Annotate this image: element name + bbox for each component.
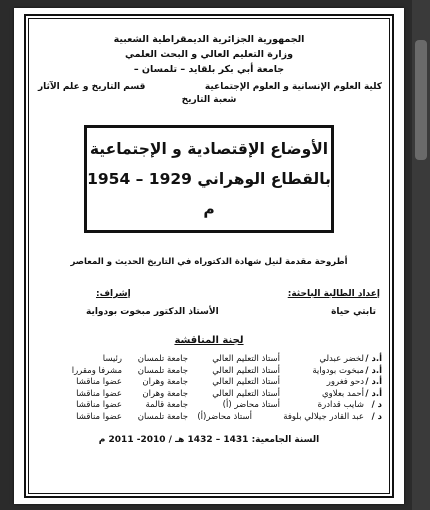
jury-rank: د / <box>371 411 382 422</box>
jury-list <box>36 354 382 423</box>
jury-member-row <box>36 354 382 366</box>
jury-role: مشرفا ومقررا <box>71 365 122 376</box>
student-name: تابتي حياة <box>331 307 376 317</box>
jury-role: عضوا مناقشا <box>76 388 122 399</box>
section-name: شعبة التاريخ <box>181 95 237 105</box>
supervision-names <box>36 307 382 317</box>
academic-year: السنة الجامعية: 1431 – 1432 هـ / 2010- 2011 م <box>98 435 320 445</box>
jury-title-cell: أستاذ محاضر(أ) <box>197 411 252 422</box>
student-label: إعداد الطالبة الباحثة: <box>287 289 380 299</box>
thesis-title-box <box>84 125 334 233</box>
jury-name: مبخوت بودواية <box>312 365 364 376</box>
thesis-title-line-2: بالقطاع الوهراني 1929 – 1954 م <box>87 170 331 218</box>
supervisor-label: إشراف: <box>96 289 131 299</box>
jury-university: جامعة تلمسان <box>137 365 188 376</box>
jury-title-cell: أستاذ التعليم العالي <box>212 365 280 376</box>
jury-role: عضوا مناقشا <box>76 377 122 387</box>
faculty-name: كلية العلوم الإنسانية و العلوم الإجتماعية <box>204 82 382 92</box>
thesis-note: أطروحة مقدمة لنيل شهادة الدكتوراه في التاريخ الحديث و المعاصر <box>70 257 348 267</box>
jury-title-cell: أستاذ محاضر (أ) <box>222 400 280 410</box>
jury-university: جامعة تلمسان <box>137 354 188 364</box>
page-content <box>36 32 382 488</box>
jury-role: رئيسا <box>102 354 122 364</box>
jury-rank: أ.د / <box>365 365 382 376</box>
jury-title-cell: أستاذ التعليم العالي <box>212 388 280 399</box>
ministry-name: وزارة التعليم العالي و البحث العلمي <box>125 49 293 60</box>
jury-title-cell: أستاذ التعليم العالي <box>212 377 280 387</box>
jury-role: عضوا مناقشا <box>76 411 122 422</box>
jury-rank: أ.د / <box>365 354 382 364</box>
vertical-scrollbar[interactable] <box>412 0 430 510</box>
jury-member-row <box>36 400 382 412</box>
jury-title: لجنة المناقشة <box>174 335 244 346</box>
jury-rank: أ.د / <box>365 388 382 399</box>
scrollbar-thumb[interactable] <box>415 40 427 160</box>
supervision-labels <box>36 289 382 299</box>
jury-name: عبد القادر جيلالي بلوفة <box>283 411 364 422</box>
jury-rank: د / <box>371 400 382 410</box>
jury-university: جامعة تلمسان <box>137 411 188 422</box>
jury-name: دحو فغرور <box>326 377 364 387</box>
supervisor-name: الأستاذ الدكتور مبخوت بودواية <box>86 307 219 317</box>
jury-university: جامعة وهران <box>142 388 188 399</box>
jury-member-row <box>36 389 382 401</box>
jury-university: جامعة قالمة <box>145 400 188 410</box>
university-name: جامعة أبي بكر بلقايد – تلمسان – <box>133 64 285 75</box>
jury-role: عضوا مناقشا <box>76 400 122 410</box>
jury-name: شايب قدادرة <box>317 400 364 410</box>
faculty-row <box>36 81 382 94</box>
document-page <box>14 8 404 504</box>
jury-name: لخضر عبدلي <box>319 354 364 364</box>
jury-member-row <box>36 377 382 389</box>
jury-rank: أ.د / <box>365 377 382 387</box>
republic-name: الجمهورية الجزائرية الديمقراطية الشعبية <box>113 34 305 45</box>
jury-university: جامعة وهران <box>142 377 188 387</box>
jury-member-row <box>36 366 382 378</box>
jury-title-cell: أستاذ التعليم العالي <box>212 354 280 364</box>
thesis-title-line-1: الأوضاع الإقتصادية و الإجتماعية <box>89 140 329 158</box>
jury-member-row <box>36 412 382 424</box>
department-name: قسم التاريخ و علم الآثار <box>38 82 146 92</box>
jury-name: أحمد بعلاوي <box>322 388 364 399</box>
